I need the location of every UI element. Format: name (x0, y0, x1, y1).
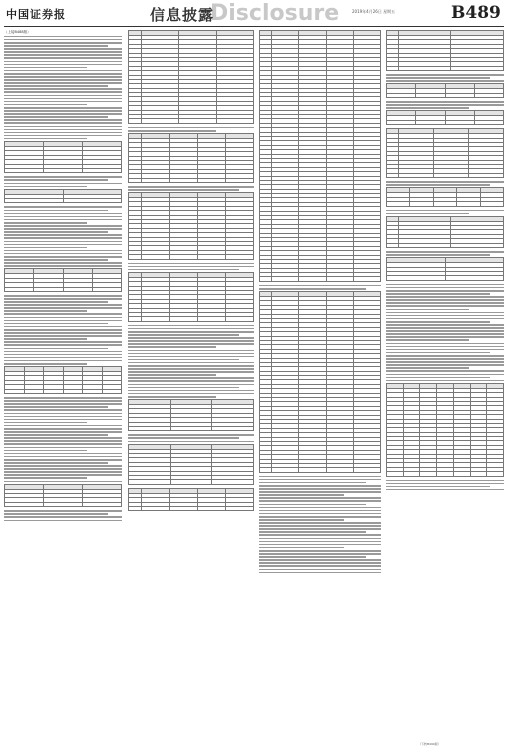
data-table (386, 216, 504, 248)
text-block (4, 295, 122, 365)
data-table (128, 272, 254, 322)
data-table (128, 192, 254, 259)
text-block (386, 210, 504, 215)
text-block (128, 434, 254, 442)
text-block (4, 510, 122, 521)
data-table (4, 141, 122, 173)
data-table (386, 383, 504, 477)
continued-on-note: （下转B490版） (418, 742, 441, 746)
data-table (128, 444, 254, 485)
data-table (128, 399, 254, 431)
text-block (259, 476, 381, 574)
text-block (4, 36, 122, 140)
data-table (386, 128, 504, 178)
text-block (128, 186, 254, 191)
data-table (386, 30, 504, 71)
data-table (259, 291, 381, 473)
dateline: 2019年4月26日 星期五 (352, 9, 396, 14)
data-table (386, 83, 504, 98)
text-block (4, 397, 122, 482)
header-rule (4, 26, 504, 27)
data-table (4, 268, 122, 292)
text-block (4, 206, 122, 266)
column-4 (386, 30, 504, 746)
text-block (128, 263, 254, 271)
text-block (386, 181, 504, 186)
column-2 (128, 30, 254, 746)
data-table (386, 187, 504, 206)
data-table (4, 484, 122, 508)
text-block (386, 480, 504, 491)
data-table (128, 30, 254, 124)
text-block (386, 284, 504, 382)
column-1 (4, 30, 122, 746)
page-header (0, 0, 508, 28)
text-block (386, 251, 504, 256)
masthead: 中国证券报 (6, 8, 66, 21)
page-number: B489 (451, 3, 501, 23)
data-table (259, 30, 381, 282)
column-3 (259, 30, 381, 746)
text-block (4, 176, 122, 187)
data-table (128, 488, 254, 512)
data-table (386, 110, 504, 125)
text-block (386, 74, 504, 82)
data-table (386, 257, 504, 281)
text-block (128, 127, 254, 132)
section-title: 信息披露 (150, 6, 215, 24)
data-table (4, 189, 122, 204)
data-table (4, 366, 122, 394)
section-english-title: Disclosure (210, 1, 340, 26)
continued-from-note: （上接B488版） (4, 30, 31, 34)
text-block (128, 325, 254, 398)
text-block (259, 285, 381, 290)
text-block (386, 101, 504, 109)
data-table (128, 133, 254, 183)
